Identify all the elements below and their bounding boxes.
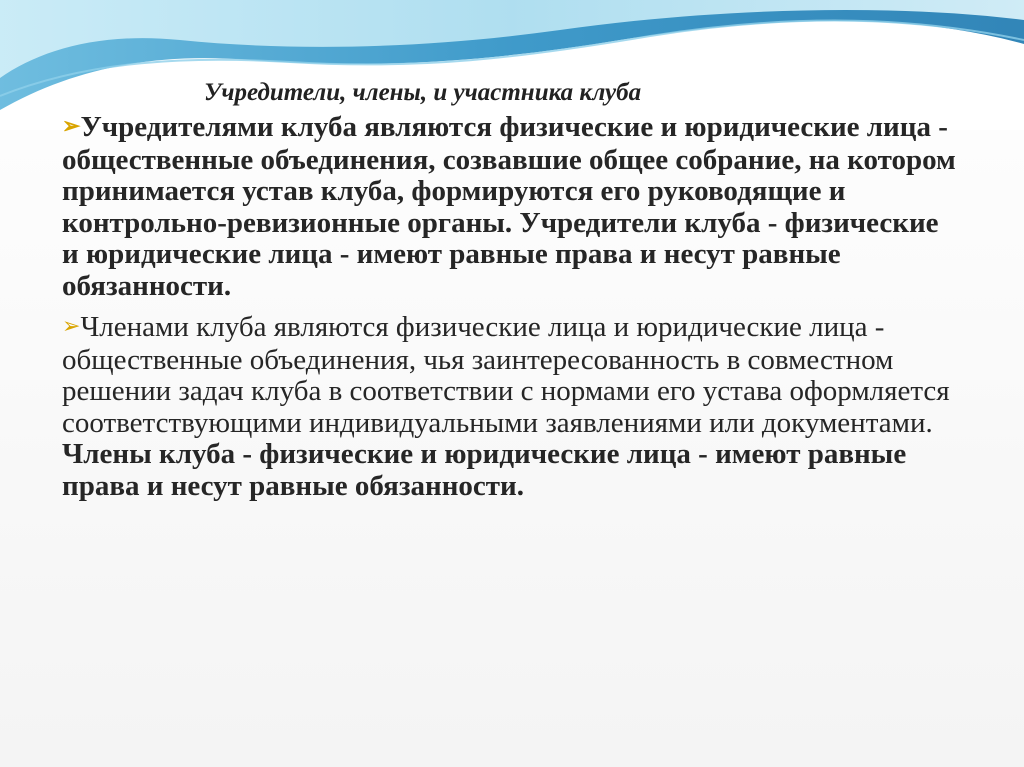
slide-title: Учредители, члены, и участника клуба <box>204 79 642 106</box>
arrow-bullet-icon: ➢ <box>62 313 81 338</box>
paragraph-founders-text: Учредителями клуба являются физические и юридические лица - общественные объединения, созвавшие общее собрание, на котором принимается устав клуба, формируются его руководящие и контрольно-ревизионные органы. Учредители клуба - физические и юридические лица - имеют равные права и несут равные обязанности. <box>62 111 956 302</box>
paragraph-founders <box>62 112 962 302</box>
paragraph-members <box>62 312 962 502</box>
arrow-bullet-icon: ➢ <box>62 113 81 138</box>
paragraph-members-text: Членами клуба являются физические лица и юридические лица - общественные объединения, чья заинтересованность в совместном решении задач клуба в соответствии с нормами его устава оформляется соответствующими индивидуальными заявлениями или документами. <box>62 311 950 439</box>
paragraph-members-bold-text: Члены клуба - физические и юридические лица - имеют равные права и несут равные обязанности. <box>62 438 907 502</box>
slide-content <box>62 76 962 502</box>
